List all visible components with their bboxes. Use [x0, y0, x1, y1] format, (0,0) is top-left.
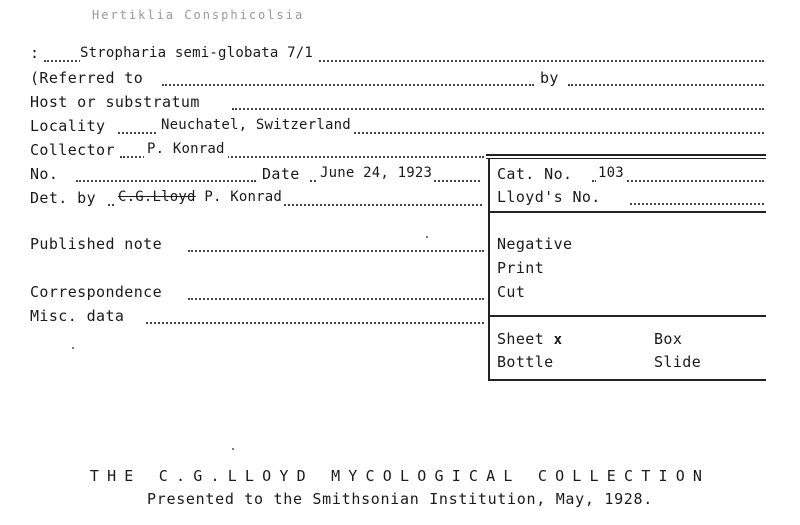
lloyds-no-label: Lloyd's No. — [497, 188, 601, 206]
paper-speck — [72, 347, 74, 349]
slide-label: Slide — [654, 353, 702, 371]
name-prefix: : — [30, 44, 40, 62]
sheet-label: Sheet — [497, 330, 545, 348]
catalog-left-rule — [488, 158, 490, 380]
by-line — [568, 84, 764, 86]
lloyds-no-line — [630, 203, 764, 205]
det-value: P. Konrad — [204, 189, 282, 205]
specimen-name-text: Stropharia semi-globata — [80, 45, 279, 61]
negative-label: Negative — [497, 235, 573, 253]
correspondence-label: Correspondence — [30, 283, 163, 301]
collection-subtitle: Presented to the Smithsonian Institution, May, 1928. — [147, 490, 653, 508]
det-struck-name: C.G.Lloyd — [118, 189, 196, 205]
bottle-label: Bottle — [497, 353, 554, 371]
locality-label: Locality — [30, 117, 106, 135]
host-label: Host or substratum — [30, 93, 200, 111]
by-label: by — [540, 69, 559, 87]
collector-value: P. Konrad — [144, 140, 228, 158]
faded-header: Hertiklia Consphicolsia — [92, 8, 305, 22]
collector-label: Collector — [30, 141, 115, 159]
misc-data-label: Misc. data — [30, 307, 125, 325]
specimen-name-mark: 7/1 — [287, 45, 313, 61]
catalog-bottom-rule — [488, 379, 766, 381]
no-label: No. — [30, 165, 59, 183]
published-note-line — [188, 250, 484, 252]
host-line — [232, 108, 764, 110]
cat-no-label: Cat. No. — [497, 165, 573, 183]
paper-speck — [426, 236, 428, 238]
cut-label: Cut — [497, 283, 526, 301]
paper-speck — [232, 448, 234, 450]
sheet-mark: x — [553, 332, 563, 348]
print-label: Print — [497, 259, 545, 277]
catalog-lower-rule — [488, 315, 766, 317]
no-line — [76, 180, 256, 182]
published-note-label: Published note — [30, 235, 163, 253]
box-label: Box — [654, 330, 683, 348]
referred-to-label: (Referred to — [30, 69, 144, 87]
misc-data-line — [146, 322, 484, 324]
cat-no-value: 103 — [598, 165, 624, 181]
date-value: June 24, 1923 — [320, 165, 433, 181]
catalog-top-rule-2 — [486, 158, 766, 159]
locality-value: Neuchatel, Switzerland — [158, 116, 354, 134]
collection-title: THE C.G.LLOYD MYCOLOGICAL COLLECTION — [89, 467, 711, 485]
catalog-mid-rule — [488, 211, 766, 213]
referred-to-line — [162, 84, 534, 86]
det-value-group — [116, 188, 284, 206]
correspondence-line — [188, 298, 484, 300]
specimen-name — [80, 44, 317, 62]
sheet-label-group — [497, 330, 562, 349]
det-label: Det. by — [30, 189, 97, 207]
date-label: Date — [262, 165, 300, 183]
catalog-top-rule — [486, 154, 766, 156]
